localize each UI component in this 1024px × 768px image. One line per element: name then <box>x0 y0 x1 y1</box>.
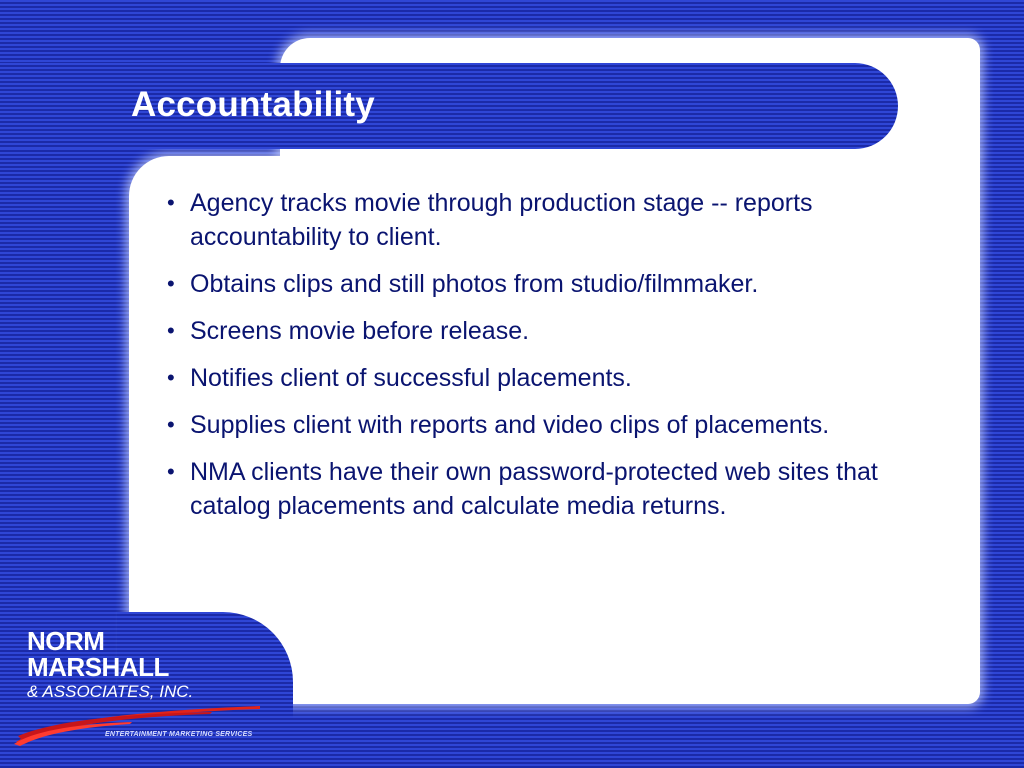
logo-line-marshall: MARSHALL <box>27 652 169 682</box>
bullet-dot-icon: • <box>167 459 175 484</box>
logo-tagline: ENTERTAINMENT MARKETING SERVICES <box>105 731 253 738</box>
company-logo <box>0 620 300 768</box>
bullet-item <box>164 408 944 442</box>
bullet-dot-icon: • <box>167 412 175 437</box>
bullet-dot-icon: • <box>167 190 175 215</box>
bullet-text: Notifies client of successful placements. <box>190 364 632 392</box>
bullet-text: Obtains clips and still photos from studio/filmmaker. <box>190 270 759 298</box>
bullet-item <box>164 267 944 301</box>
bullet-dot-icon: • <box>167 365 175 390</box>
bullet-text: Screens movie before release. <box>190 317 530 345</box>
bullet-list <box>164 186 944 536</box>
slide-title: Accountability <box>131 85 375 124</box>
red-swoosh-icon <box>12 702 262 746</box>
logo-line-norm: NORM <box>27 626 105 656</box>
bullet-text: Supplies client with reports and video clips of placements. <box>190 411 830 439</box>
bullet-item <box>164 186 944 254</box>
bullet-dot-icon: • <box>167 318 175 343</box>
bullet-dot-icon: • <box>167 271 175 296</box>
bullet-text: Agency tracks movie through production stage -- reports accountability to client. <box>190 189 813 251</box>
logo-line-associates: & ASSOCIATES, INC. <box>27 682 194 701</box>
bullet-item <box>164 361 944 395</box>
bullet-item <box>164 314 944 348</box>
bullet-text: NMA clients have their own password-protected web sites that catalog placements and calculate media returns. <box>190 458 878 520</box>
bullet-item <box>164 455 944 523</box>
